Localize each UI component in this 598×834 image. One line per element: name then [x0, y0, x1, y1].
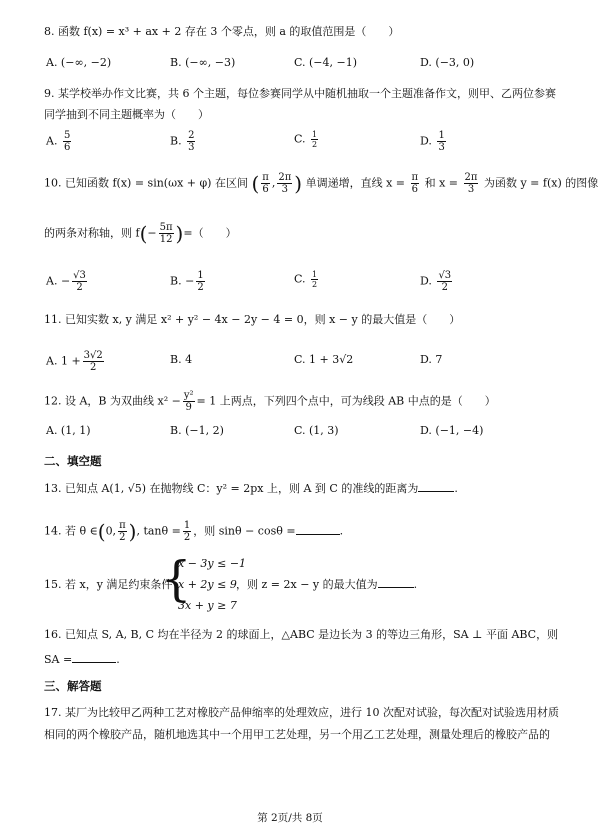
- q12-option-a: A. (1, 1): [46, 424, 91, 437]
- fraction: $\frac{\pi}{2}$: [119, 520, 126, 543]
- q8-stem: 8. 函数 f(x) = x³ + ax + 2 存在 3 个零点，则 a 的取值范围是（ ）: [44, 25, 400, 38]
- fraction: $\frac{1}{2}$: [197, 270, 204, 293]
- option-label: D.: [420, 134, 432, 148]
- fraction: $\frac{\pi}{6}$: [411, 172, 419, 195]
- fraction: $\frac{√3}{2}$: [73, 270, 86, 293]
- q10-option-d: D. $\frac{√3}{2}$: [420, 270, 452, 293]
- q11-option-b: B. 4: [170, 353, 193, 366]
- q10-option-c: C. $\frac{1}{2}$: [294, 270, 318, 289]
- fraction: $\frac{5}{6}$: [63, 130, 71, 153]
- q10-stem-line1: 10. 已知函数 f(x) = sin(ωx + φ) 在区间 ( $\frac{\pi}{6}$ , $\frac{2\pi}{3}$ ) 单调递增，直线 x = $\frac{\pi}{6}$ 和 x = $\frac{2\pi}{3}$ 为函数 y = f(x) 的图像: [44, 171, 598, 196]
- fraction: $\frac{1}{3}$: [438, 130, 445, 153]
- q14-stem: 14. 若 θ ∈(0, $\frac{\pi}{2}$ ), tanθ = $\frac{1}{2}$ ，则 sinθ − cosθ = .: [44, 519, 344, 544]
- q11-stem: 11. 已知实数 x, y 满足 x² + y² − 4x − 2y − 4 = 0，则 x − y 的最大值是（ ）: [44, 313, 461, 326]
- q12-option-d: D. (−1, −4): [420, 424, 484, 437]
- answer-blank: [72, 652, 116, 663]
- q11-option-a: A. 1 + $\frac{3√2}{2}$: [46, 350, 103, 373]
- fraction: $\frac{2\pi}{3}$: [464, 172, 478, 195]
- q17-line1: 17. 某厂为比较甲乙两种工艺对橡胶产品伸缩率的处理效应，进行 10 次配对试验，每次配对试验选用材质: [44, 706, 559, 719]
- q10-option-b: B. − $\frac{1}{2}$: [170, 270, 204, 293]
- q15-constraint-1: x − 3y ≤ −1: [178, 557, 247, 570]
- section-heading-fill-in: 二、填空题: [44, 454, 102, 468]
- fraction: $\frac{\pi}{6}$: [262, 172, 269, 195]
- fraction: $\frac{1}{2}$: [183, 520, 191, 543]
- q9-stem-line1: 9. 某学校举办作文比赛，共 6 个主题，每位参赛同学从中随机抽取一个主题准备作文，则甲、乙两位参赛: [44, 87, 556, 100]
- q12-stem: 12. 设 A，B 为双曲线 x² − $\frac{\text{y²}}{9}$ = 1 上两点，下列四个点中，可为线段 AB 中点的是（ ）: [44, 390, 496, 413]
- page-number: 第 2页/共 8页: [257, 812, 323, 824]
- q12-option-c: C. (1, 3): [294, 424, 339, 437]
- fraction: $\frac{1}{2}$: [312, 270, 318, 289]
- q16-stem-line1: 16. 已知点 S, A, B, C 均在半径为 2 的球面上，△ABC 是边长为 3 的等边三角形，SA ⊥ 平面 ABC，则: [44, 628, 559, 641]
- q15-constraint-3: 3x + y ≥ 7: [178, 599, 237, 612]
- option-label: B.: [170, 134, 182, 148]
- q8-option-a: A. (−∞, −2): [46, 56, 112, 69]
- fraction: $\frac{2}{3}$: [188, 130, 195, 153]
- q9-option-a: [46, 130, 73, 153]
- q8-option-c: C. (−4, −1): [294, 56, 358, 69]
- q12-option-b: B. (−1, 2): [170, 424, 224, 437]
- q9-option-b: [170, 130, 197, 153]
- q10-option-a: A. − $\frac{√3}{2}$: [46, 270, 86, 293]
- fraction: $\frac{2\pi}{3}$: [278, 172, 292, 195]
- q11-option-c: C. 1 + 3√2: [294, 353, 354, 366]
- q15-stem-b: ，则 z = 2x − y 的最大值为 .: [236, 578, 418, 591]
- fraction: $\frac{\text{y²}}{9}$: [183, 390, 194, 413]
- constraint-brace: {: [161, 551, 192, 607]
- q8-option-d: D. (−3, 0): [420, 56, 475, 69]
- fraction: $\frac{√3}{2}$: [438, 270, 452, 293]
- q13-stem: 13. 已知点 A(1, √5) 在抛物线 C：y² = 2px 上，则 A 到 C 的准线的距离为 .: [44, 482, 458, 495]
- q9-option-c: [294, 130, 320, 149]
- q16-stem-line2: SA = .: [44, 653, 120, 666]
- q9-stem-line2: 同学抽到不同主题概率为（ ）: [44, 108, 209, 121]
- option-label: A.: [46, 134, 58, 148]
- fraction: $\frac{1}{2}$: [312, 130, 318, 149]
- answer-blank: [418, 481, 454, 492]
- option-label: C.: [294, 132, 306, 146]
- fraction: $\frac{5\pi}{12}$: [159, 222, 173, 245]
- answer-blank: [378, 577, 414, 588]
- answer-blank: [296, 524, 340, 535]
- q15-stem-a: 15. 若 x，y 满足约束条件: [44, 578, 173, 591]
- q8-option-b: B. (−∞, −3): [170, 56, 236, 69]
- q15-constraint-2: x + 2y ≤ 9: [178, 578, 237, 591]
- q11-option-d: D. 7: [420, 353, 443, 366]
- q17-line2: 相同的两个橡胶产品，随机地选其中一个用甲工艺处理，另一个用乙工艺处理，测量处理后的橡胶产品的: [44, 728, 550, 741]
- q9-option-d: [420, 130, 448, 153]
- q10-stem-line2: 的两条对称轴，则 f(− $\frac{5\pi}{12}$ )=（ ）: [44, 221, 237, 246]
- fraction: $\frac{3√2}{2}$: [83, 350, 103, 373]
- section-heading-solutions: 三、解答题: [44, 679, 102, 693]
